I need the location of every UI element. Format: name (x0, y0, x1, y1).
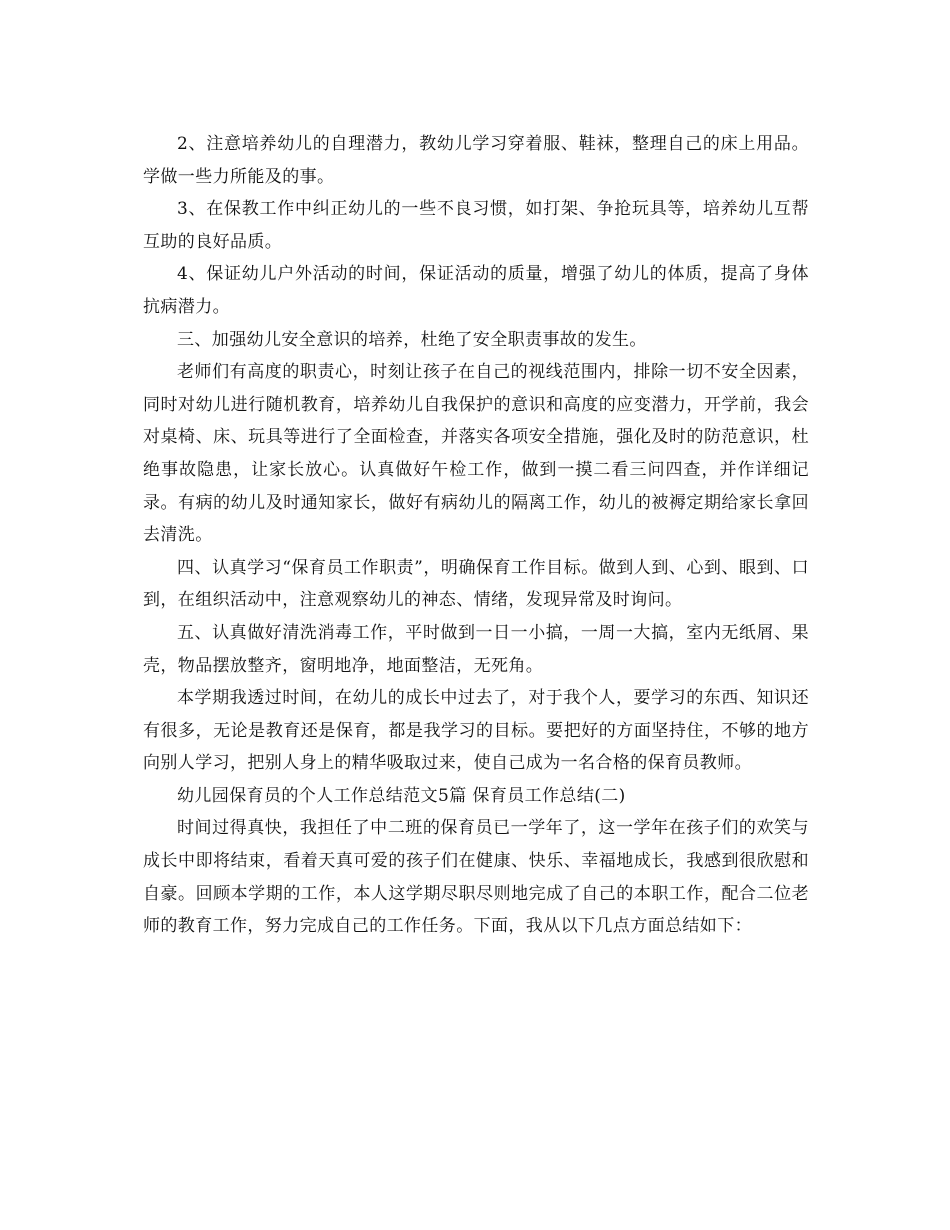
section-heading-duties: 四、认真学习“保育员工作职责”，明确保育工作目标。做到人到、心到、眼到、口到，在组织活动中，注意观察幼儿的神态、情绪，发现异常及时询问。 (143, 557, 809, 611)
paragraph-intro-part-two: 时间过得真快，我担任了中二班的保育员已一学年了，这一学年在孩子们的欢笑与成长中即将结束，看着天真可爱的孩子们在健康、快乐、幸福地成长，我感到很欣慰和自豪。回顾本学期的工作，本人这学期尽职尽则地完成了自己的本职工作，配合二位老师的教育工作，努力完成自己的工作任务。下面，我从以下几点方面总结如下： (143, 818, 809, 937)
paragraph-habits: 3、在保教工作中纠正幼儿的一些不良习惯，如打架、争抢玩具等，培养幼儿互帮互助的良好品质。 (143, 199, 809, 252)
paragraph-semester-reflection: 本学期我透过时间，在幼儿的成长中过去了，对于我个人，要学习的东西、知识还有很多，无论是教育还是保育，都是我学习的目标。要把好的方面坚持住，不够的地方向别人学习，把别人身上的精华吸取过来，使自己成为一名合格的保育员教师。 (143, 688, 809, 774)
section-heading-cleaning: 五、认真做好清洗消毒工作，平时做到一日一小搞，一周一大搞，室内无纸屑、果壳，物品摆放整齐，窗明地净，地面整洁，无死角。 (143, 622, 809, 676)
paragraph-safety-details: 老师们有高度的职责心，时刻让孩子在自己的视线范围内，排除一切不安全因素，同时对幼儿进行随机教育，培养幼儿自我保护的意识和高度的应变潜力，开学前，我会对桌椅、床、玩具等进行了全面检查，并落实各项安全措施，强化及时的防范意识，杜绝事故隐患，让家长放心。认真做好午检工作，做到一摸二看三问四查，并作详细记录。有病的幼儿及时通知家长，做好有病幼儿的隔离工作，幼儿的被褥定期给家长拿回去清洗。 (143, 362, 809, 546)
document-body (143, 128, 809, 943)
paragraph-outdoor-activity: 4、保证幼儿户外活动的时间，保证活动的质量，增强了幼儿的体质，提高了身体抗病潜力。 (143, 264, 809, 317)
section-heading-safety: 三、加强幼儿安全意识的培养，杜绝了安全职责事故的发生。 (177, 329, 647, 350)
article-title-part-two: 幼儿园保育员的个人工作总结范文5篇 保育员工作总结(二) (177, 785, 626, 806)
paragraph-self-care: 2、注意培养幼儿的自理潜力，教幼儿学习穿着服、鞋袜，整理自己的床上用品。学做一些力所能及的事。 (143, 134, 809, 187)
